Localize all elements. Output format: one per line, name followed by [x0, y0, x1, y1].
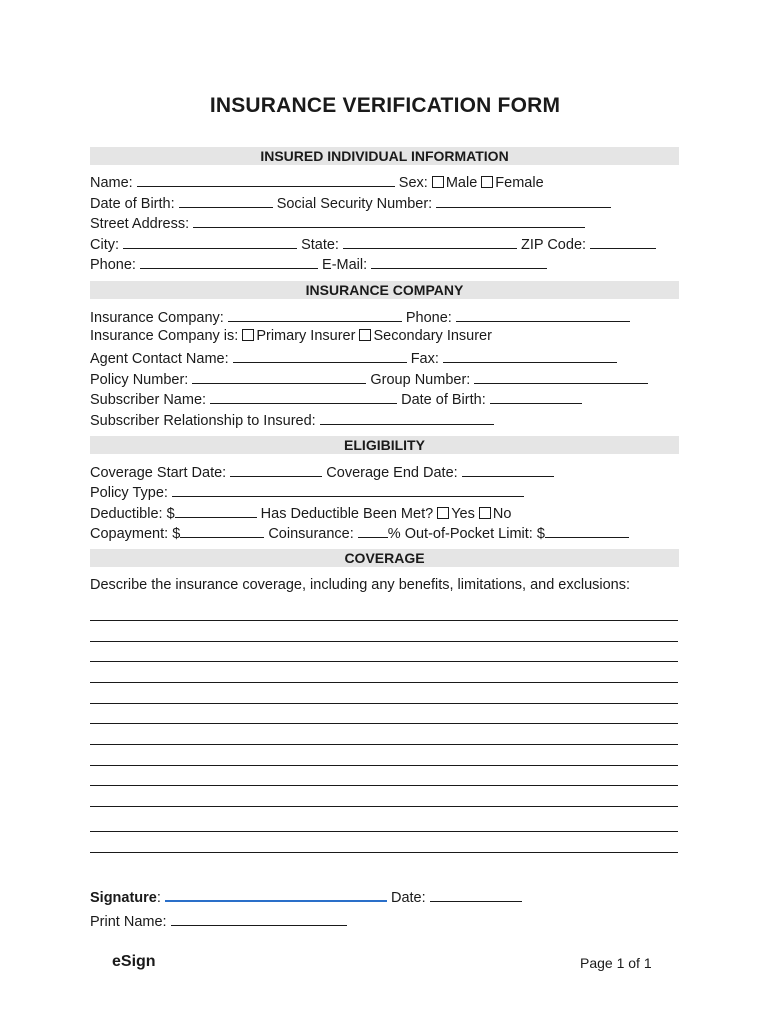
coverage-start-label: Coverage Start Date: [90, 465, 227, 481]
coverage-line[interactable] [90, 641, 678, 642]
row-policy-group [90, 370, 648, 389]
subscriber-dob-label: Date of Birth: [401, 392, 486, 408]
row-policy-type [90, 483, 524, 502]
relationship-field[interactable] [320, 411, 494, 425]
sign-date-label: Date: [390, 890, 426, 906]
deductible-field[interactable] [175, 504, 257, 518]
print-name-field[interactable] [171, 912, 347, 926]
agent-field[interactable] [233, 349, 407, 363]
deductible-label: Deductible: $ [90, 506, 175, 522]
company-label: Insurance Company: [90, 310, 224, 326]
copayment-label: Copayment: $ [90, 526, 181, 542]
row-dob-ssn [90, 194, 611, 213]
relationship-label: Subscriber Relationship to Insured: [90, 413, 316, 429]
coverage-prompt: Describe the insurance coverage, including any benefits, limitations, and exclusions: [90, 577, 631, 593]
dob-field[interactable] [179, 194, 273, 208]
deductible-met-label: Has Deductible Been Met? [260, 506, 434, 522]
coverage-start-field[interactable] [230, 463, 322, 477]
female-label: Female [495, 175, 544, 191]
coinsurance-field[interactable] [358, 524, 388, 538]
sex-label: Sex: [398, 175, 428, 191]
row-print-name [90, 912, 347, 931]
insurer-type-label: Insurance Company is: [90, 328, 239, 344]
dob-label: Date of Birth: [90, 196, 175, 212]
deductible-yes-label: Yes [451, 506, 475, 522]
policy-number-field[interactable] [192, 370, 366, 384]
esign-logo: eSign [112, 953, 156, 970]
coverage-line[interactable] [90, 620, 678, 621]
section-header-eligibility: ELIGIBILITY [90, 436, 679, 454]
coinsurance-label: Coinsurance: [268, 526, 354, 542]
primary-insurer-label: Primary Insurer [256, 328, 356, 344]
company-phone-label: Phone: [405, 310, 452, 326]
primary-insurer-checkbox[interactable] [242, 329, 254, 341]
policy-type-field[interactable] [172, 483, 524, 497]
coverage-line[interactable] [90, 831, 678, 832]
policy-number-label: Policy Number: [90, 372, 189, 388]
ssn-label: Social Security Number: [276, 196, 433, 212]
name-field[interactable] [137, 173, 395, 187]
section-header-coverage: COVERAGE [90, 549, 679, 567]
row-name-sex [90, 173, 544, 192]
group-number-field[interactable] [474, 370, 648, 384]
coverage-line[interactable] [90, 852, 678, 853]
row-deductible [90, 504, 511, 523]
section-header-company: INSURANCE COMPANY [90, 281, 679, 299]
row-phone-email [90, 255, 547, 274]
coverage-line[interactable] [90, 703, 678, 704]
row-coverage-dates [90, 463, 554, 482]
street-label: Street Address: [90, 216, 190, 232]
fax-label: Fax: [410, 351, 439, 367]
policy-type-label: Policy Type: [90, 485, 168, 501]
female-checkbox[interactable] [481, 176, 493, 188]
sign-date-field[interactable] [430, 888, 522, 902]
ssn-field[interactable] [436, 194, 611, 208]
coverage-line[interactable] [90, 682, 678, 683]
state-label: State: [301, 237, 339, 253]
email-field[interactable] [371, 255, 547, 269]
email-label: E-Mail: [322, 257, 368, 273]
deductible-no-checkbox[interactable] [479, 507, 491, 519]
phone-field[interactable] [140, 255, 318, 269]
male-label: Male [445, 175, 478, 191]
agent-label: Agent Contact Name: [90, 351, 229, 367]
row-subscriber [90, 390, 582, 409]
signature-label: Signature [90, 890, 157, 906]
phone-label: Phone: [90, 257, 136, 273]
row-signature [90, 887, 522, 907]
row-street [90, 214, 585, 233]
male-checkbox[interactable] [432, 176, 444, 188]
section-header-insured: INSURED INDIVIDUAL INFORMATION [90, 147, 679, 165]
print-name-label: Print Name: [90, 914, 167, 930]
fax-field[interactable] [443, 349, 617, 363]
copayment-field[interactable] [180, 524, 264, 538]
row-city-state-zip [90, 235, 656, 254]
subscriber-name-field[interactable] [210, 390, 397, 404]
coverage-end-label: Coverage End Date: [326, 465, 458, 481]
secondary-insurer-checkbox[interactable] [359, 329, 371, 341]
city-label: City: [90, 237, 119, 253]
coverage-line[interactable] [90, 806, 678, 807]
page-number: Page 1 of 1 [580, 955, 652, 971]
company-field[interactable] [228, 308, 402, 322]
city-field[interactable] [123, 235, 297, 249]
coverage-line[interactable] [90, 661, 678, 662]
signature-colon: : [156, 890, 161, 906]
subscriber-dob-field[interactable] [490, 390, 582, 404]
deductible-no-label: No [492, 506, 512, 522]
oop-limit-field[interactable] [545, 524, 629, 538]
form-title: INSURANCE VERIFICATION FORM [209, 94, 561, 117]
deductible-yes-checkbox[interactable] [437, 507, 449, 519]
name-label: Name: [90, 175, 133, 191]
coverage-line[interactable] [90, 744, 678, 745]
coverage-line[interactable] [90, 785, 678, 786]
subscriber-name-label: Subscriber Name: [90, 392, 207, 408]
group-number-label: Group Number: [370, 372, 471, 388]
row-agent-fax [90, 349, 617, 368]
row-insurer-type [90, 328, 492, 345]
zip-field[interactable] [590, 235, 656, 249]
oop-limit-label: % Out-of-Pocket Limit: $ [387, 526, 545, 542]
row-relationship [90, 411, 494, 430]
signature-field[interactable] [165, 887, 387, 902]
company-phone-field[interactable] [456, 308, 630, 322]
coverage-line[interactable] [90, 723, 678, 724]
zip-label: ZIP Code: [521, 237, 587, 253]
coverage-end-field[interactable] [462, 463, 554, 477]
row-copay [90, 524, 629, 543]
secondary-insurer-label: Secondary Insurer [373, 328, 492, 344]
coverage-line[interactable] [90, 765, 678, 766]
street-field[interactable] [193, 214, 585, 228]
row-company-phone [90, 308, 630, 327]
state-field[interactable] [343, 235, 517, 249]
